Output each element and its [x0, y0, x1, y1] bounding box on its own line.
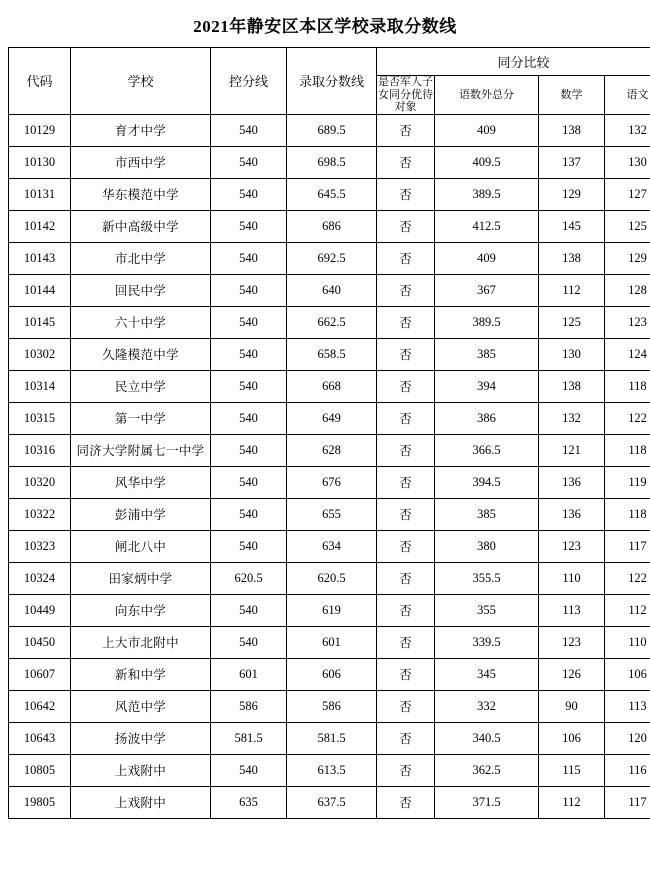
cell-total: 394: [435, 370, 539, 402]
table-row: [9, 370, 650, 402]
cell-code: 10805: [9, 754, 71, 786]
cell-control-line: 540: [211, 402, 287, 434]
cell-math: 138: [539, 114, 605, 146]
cell-math: 123: [539, 626, 605, 658]
cell-math: 138: [539, 242, 605, 274]
cell-chinese: 118: [605, 498, 650, 530]
cell-code: 10302: [9, 338, 71, 370]
cell-school: 同济大学附属七一中学: [71, 434, 211, 466]
cell-control-line: 581.5: [211, 722, 287, 754]
cell-military: 否: [377, 658, 435, 690]
table-row: [9, 562, 650, 594]
column-group-header-tiebreak: 同分比较: [377, 48, 650, 76]
cell-military: 否: [377, 338, 435, 370]
cell-admission-line: 676: [287, 466, 377, 498]
cell-math: 113: [539, 594, 605, 626]
table-row: [9, 146, 650, 178]
cell-admission-line: 619: [287, 594, 377, 626]
cell-math: 132: [539, 402, 605, 434]
cell-military: 否: [377, 402, 435, 434]
cell-control-line: 540: [211, 306, 287, 338]
cell-military: 否: [377, 146, 435, 178]
cell-admission-line: 692.5: [287, 242, 377, 274]
cell-military: 否: [377, 114, 435, 146]
cell-control-line: 586: [211, 690, 287, 722]
cell-admission-line: 668: [287, 370, 377, 402]
cell-admission-line: 662.5: [287, 306, 377, 338]
cell-control-line: 620.5: [211, 562, 287, 594]
cell-code: 10323: [9, 530, 71, 562]
cell-admission-line: 649: [287, 402, 377, 434]
cell-admission-line: 606: [287, 658, 377, 690]
cell-code: 10607: [9, 658, 71, 690]
cell-chinese: 124: [605, 338, 650, 370]
cell-control-line: 540: [211, 434, 287, 466]
cell-total: 385: [435, 338, 539, 370]
cell-total: 409: [435, 242, 539, 274]
table-row: [9, 466, 650, 498]
cell-control-line: 540: [211, 274, 287, 306]
cell-admission-line: 628: [287, 434, 377, 466]
cell-admission-line: 658.5: [287, 338, 377, 370]
cell-military: 否: [377, 754, 435, 786]
cell-code: 10314: [9, 370, 71, 402]
cell-math: 145: [539, 210, 605, 242]
cell-military: 否: [377, 178, 435, 210]
cell-school: 上戏附中: [71, 754, 211, 786]
table-row: [9, 754, 650, 786]
cell-math: 136: [539, 466, 605, 498]
cell-chinese: 106: [605, 658, 650, 690]
column-header-control-line: 控分线: [211, 48, 287, 115]
table-row: [9, 658, 650, 690]
cell-school: 市西中学: [71, 146, 211, 178]
table-row: [9, 530, 650, 562]
cell-chinese: 125: [605, 210, 650, 242]
cell-control-line: 540: [211, 466, 287, 498]
cell-admission-line: 586: [287, 690, 377, 722]
table-row: [9, 274, 650, 306]
cell-math: 130: [539, 338, 605, 370]
cell-chinese: 110: [605, 626, 650, 658]
cell-chinese: 122: [605, 402, 650, 434]
cell-code: 10142: [9, 210, 71, 242]
cell-total: 339.5: [435, 626, 539, 658]
table-row: [9, 626, 650, 658]
column-header-school: 学校: [71, 48, 211, 115]
cell-control-line: 540: [211, 210, 287, 242]
cell-total: 409: [435, 114, 539, 146]
cell-chinese: 112: [605, 594, 650, 626]
cell-chinese: 127: [605, 178, 650, 210]
column-header-military: 是否军人子女同分优待对象: [378, 76, 433, 114]
cell-military: 否: [377, 434, 435, 466]
cell-admission-line: 645.5: [287, 178, 377, 210]
cell-code: 10322: [9, 498, 71, 530]
cell-military: 否: [377, 370, 435, 402]
cell-math: 126: [539, 658, 605, 690]
cell-control-line: 540: [211, 338, 287, 370]
cell-military: 否: [377, 210, 435, 242]
cell-math: 136: [539, 498, 605, 530]
cell-chinese: 119: [605, 466, 650, 498]
table-header: [9, 48, 650, 115]
cell-total: 340.5: [435, 722, 539, 754]
column-header-total: 语数外总分: [435, 76, 539, 115]
cell-admission-line: 613.5: [287, 754, 377, 786]
cell-total: 332: [435, 690, 539, 722]
cell-school: 市北中学: [71, 242, 211, 274]
cell-school: 第一中学: [71, 402, 211, 434]
cell-school: 六十中学: [71, 306, 211, 338]
table-row: [9, 114, 650, 146]
cell-math: 121: [539, 434, 605, 466]
cell-code: 10315: [9, 402, 71, 434]
cell-admission-line: 689.5: [287, 114, 377, 146]
table-row: [9, 498, 650, 530]
cell-code: 10320: [9, 466, 71, 498]
cell-code: 10643: [9, 722, 71, 754]
cell-code: 10143: [9, 242, 71, 274]
cell-code: 10144: [9, 274, 71, 306]
cell-chinese: 122: [605, 562, 650, 594]
cell-military: 否: [377, 722, 435, 754]
cell-chinese: 132: [605, 114, 650, 146]
cell-total: 386: [435, 402, 539, 434]
table-row: [9, 338, 650, 370]
cell-total: 355.5: [435, 562, 539, 594]
cell-code: 10131: [9, 178, 71, 210]
cell-school: 风华中学: [71, 466, 211, 498]
cell-total: 355: [435, 594, 539, 626]
cell-total: 385: [435, 498, 539, 530]
page-title: 2021年静安区本区学校录取分数线: [193, 17, 457, 36]
cell-control-line: 540: [211, 626, 287, 658]
cell-total: 366.5: [435, 434, 539, 466]
cell-chinese: 118: [605, 434, 650, 466]
table-row: [9, 434, 650, 466]
cell-chinese: 117: [605, 786, 650, 818]
cell-admission-line: 634: [287, 530, 377, 562]
cell-school: 久隆模范中学: [71, 338, 211, 370]
cell-control-line: 540: [211, 498, 287, 530]
table-row: [9, 306, 650, 338]
cell-total: 380: [435, 530, 539, 562]
cell-chinese: 120: [605, 722, 650, 754]
cell-total: 394.5: [435, 466, 539, 498]
table-row: [9, 722, 650, 754]
cell-admission-line: 686: [287, 210, 377, 242]
cell-total: 412.5: [435, 210, 539, 242]
cell-school: 上大市北附中: [71, 626, 211, 658]
cell-control-line: 601: [211, 658, 287, 690]
cell-military: 否: [377, 562, 435, 594]
cell-chinese: 128: [605, 274, 650, 306]
cell-math: 115: [539, 754, 605, 786]
cell-code: 10145: [9, 306, 71, 338]
cell-military: 否: [377, 242, 435, 274]
cell-school: 民立中学: [71, 370, 211, 402]
table-body: [9, 114, 650, 818]
table-row: [9, 402, 650, 434]
cell-code: 10642: [9, 690, 71, 722]
cell-school: 新和中学: [71, 658, 211, 690]
cell-control-line: 540: [211, 242, 287, 274]
column-header-chinese: 语文: [605, 76, 650, 115]
cell-school: 扬波中学: [71, 722, 211, 754]
table-row: [9, 210, 650, 242]
cell-school: 上戏附中: [71, 786, 211, 818]
cell-chinese: 116: [605, 754, 650, 786]
cell-math: 106: [539, 722, 605, 754]
table-row: [9, 690, 650, 722]
cell-control-line: 540: [211, 754, 287, 786]
cell-total: 362.5: [435, 754, 539, 786]
cell-code: 10129: [9, 114, 71, 146]
cell-total: 345: [435, 658, 539, 690]
cell-math: 138: [539, 370, 605, 402]
cell-code: 10316: [9, 434, 71, 466]
cell-admission-line: 620.5: [287, 562, 377, 594]
cell-math: 123: [539, 530, 605, 562]
admission-score-table: [8, 47, 650, 819]
cell-school: 彭浦中学: [71, 498, 211, 530]
cell-control-line: 540: [211, 114, 287, 146]
cell-school: 育才中学: [71, 114, 211, 146]
table-row: [9, 242, 650, 274]
cell-code: 10450: [9, 626, 71, 658]
cell-school: 华东模范中学: [71, 178, 211, 210]
column-header-code: 代码: [9, 48, 71, 115]
table-row: [9, 594, 650, 626]
cell-school: 新中高级中学: [71, 210, 211, 242]
cell-admission-line: 601: [287, 626, 377, 658]
table-row: [9, 178, 650, 210]
cell-school: 向东中学: [71, 594, 211, 626]
cell-military: 否: [377, 466, 435, 498]
cell-control-line: 540: [211, 178, 287, 210]
cell-control-line: 540: [211, 370, 287, 402]
cell-math: 110: [539, 562, 605, 594]
cell-chinese: 123: [605, 306, 650, 338]
cell-math: 112: [539, 274, 605, 306]
cell-chinese: 129: [605, 242, 650, 274]
cell-total: 371.5: [435, 786, 539, 818]
cell-military: 否: [377, 498, 435, 530]
cell-control-line: 540: [211, 594, 287, 626]
table-row: [9, 786, 650, 818]
cell-military: 否: [377, 530, 435, 562]
cell-military: 否: [377, 306, 435, 338]
cell-school: 回民中学: [71, 274, 211, 306]
cell-math: 90: [539, 690, 605, 722]
cell-admission-line: 698.5: [287, 146, 377, 178]
column-header-math: 数学: [539, 76, 605, 115]
cell-military: 否: [377, 690, 435, 722]
cell-total: 367: [435, 274, 539, 306]
cell-military: 否: [377, 626, 435, 658]
cell-military: 否: [377, 274, 435, 306]
cell-chinese: 117: [605, 530, 650, 562]
cell-chinese: 113: [605, 690, 650, 722]
cell-admission-line: 655: [287, 498, 377, 530]
cell-school: 田家炳中学: [71, 562, 211, 594]
cell-chinese: 130: [605, 146, 650, 178]
cell-military: 否: [377, 786, 435, 818]
cell-code: 10130: [9, 146, 71, 178]
cell-control-line: 540: [211, 530, 287, 562]
cell-total: 409.5: [435, 146, 539, 178]
cell-math: 137: [539, 146, 605, 178]
cell-total: 389.5: [435, 306, 539, 338]
cell-military: 否: [377, 594, 435, 626]
cell-school: 闸北八中: [71, 530, 211, 562]
cell-admission-line: 581.5: [287, 722, 377, 754]
cell-control-line: 540: [211, 146, 287, 178]
cell-math: 112: [539, 786, 605, 818]
cell-code: 10324: [9, 562, 71, 594]
cell-admission-line: 640: [287, 274, 377, 306]
cell-math: 129: [539, 178, 605, 210]
cell-code: 19805: [9, 786, 71, 818]
cell-school: 风范中学: [71, 690, 211, 722]
cell-code: 10449: [9, 594, 71, 626]
cell-total: 389.5: [435, 178, 539, 210]
cell-admission-line: 637.5: [287, 786, 377, 818]
cell-control-line: 635: [211, 786, 287, 818]
column-header-admission-line: 录取分数线: [287, 48, 377, 115]
cell-math: 125: [539, 306, 605, 338]
cell-chinese: 118: [605, 370, 650, 402]
